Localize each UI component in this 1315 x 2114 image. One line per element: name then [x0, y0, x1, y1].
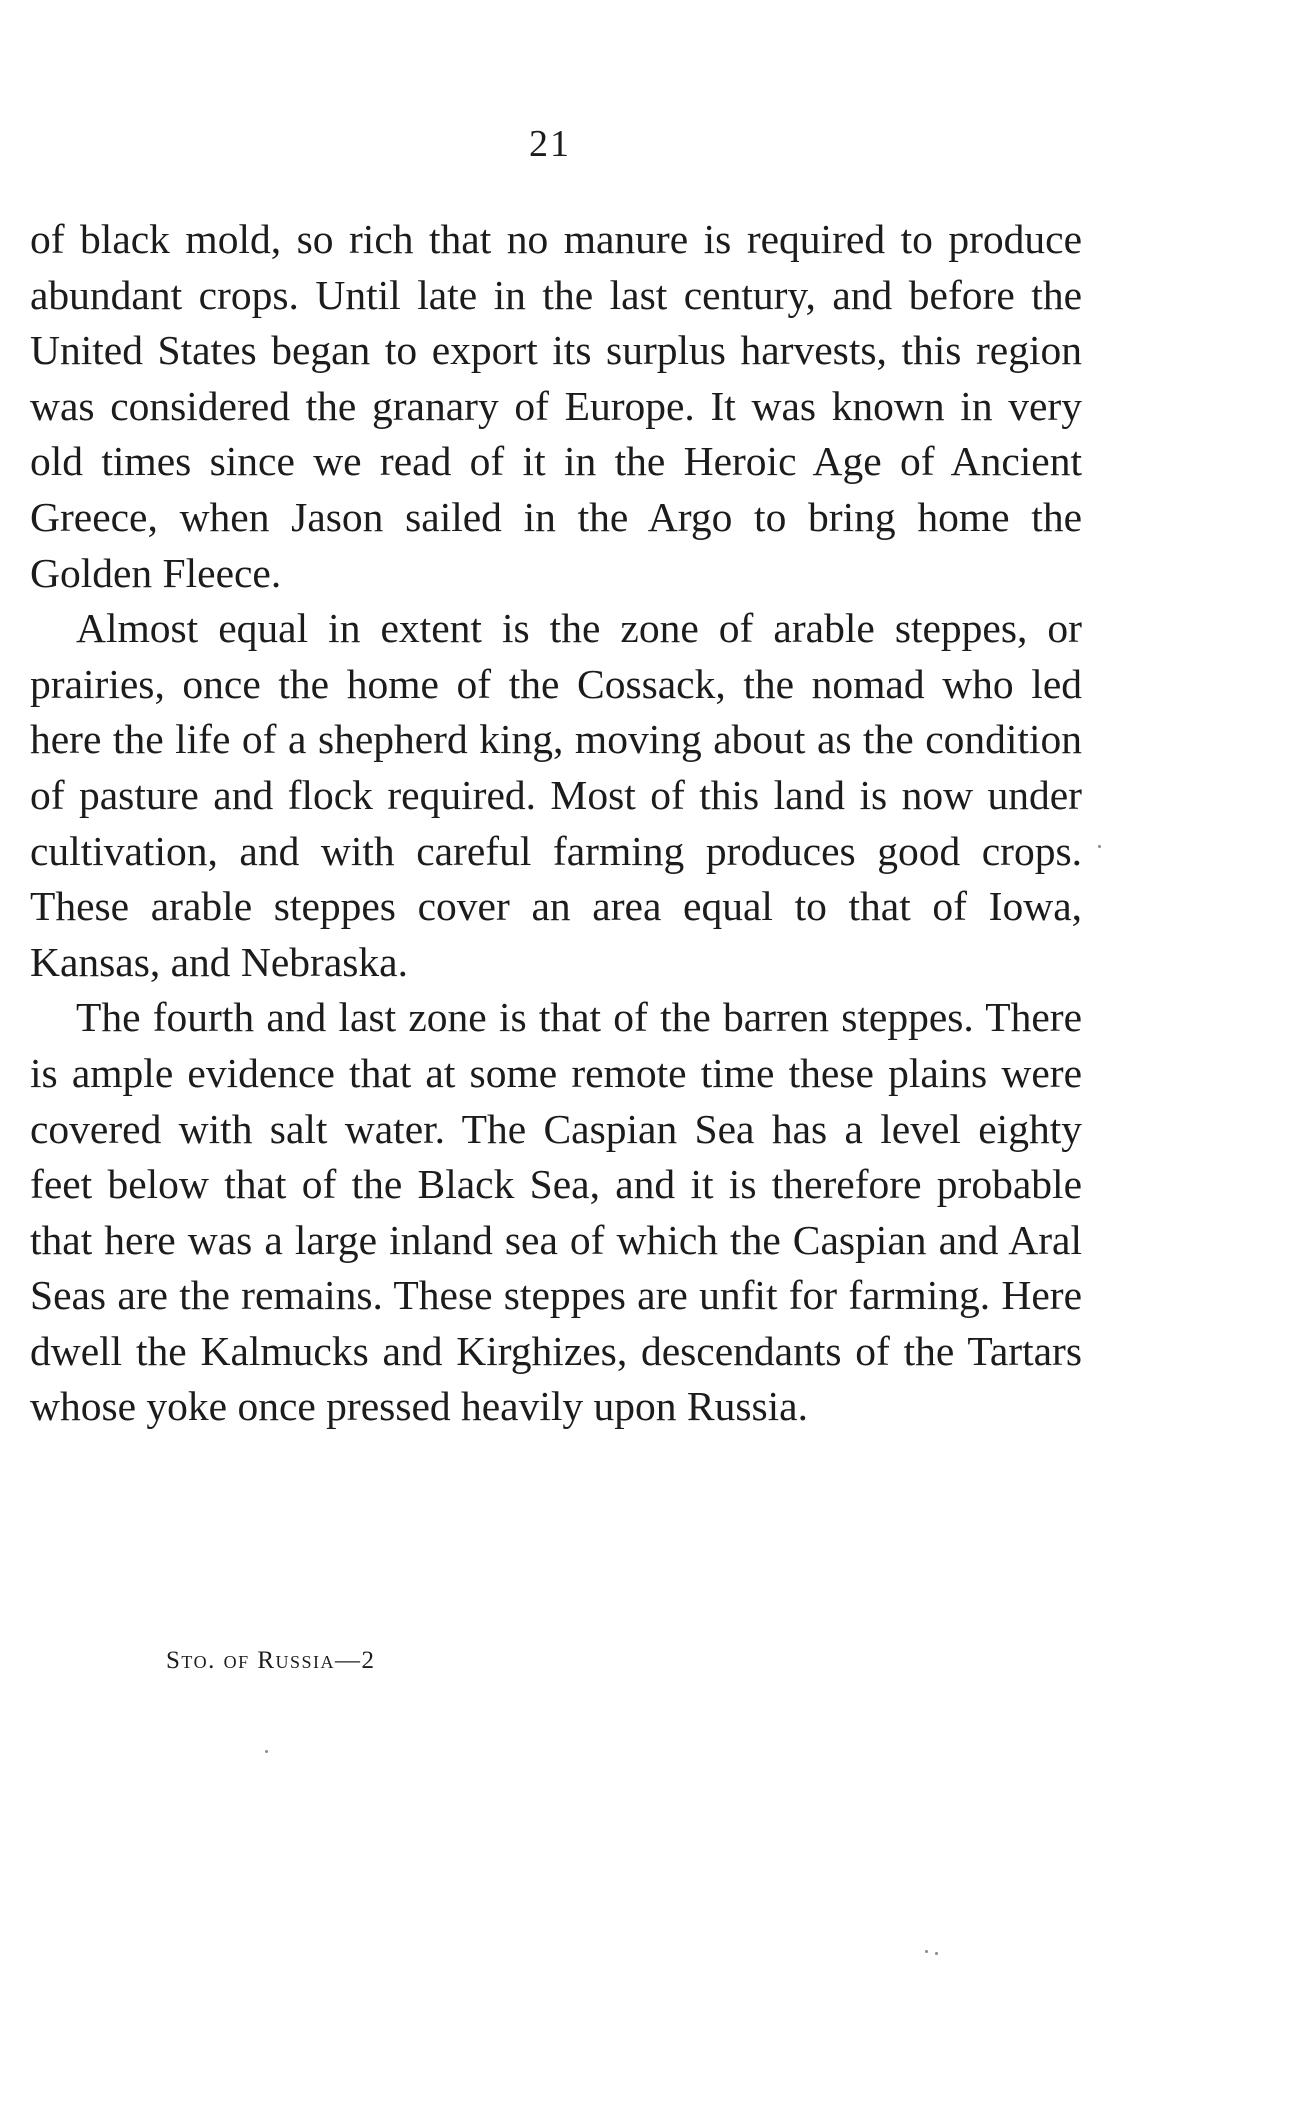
paper-speck: [935, 1952, 938, 1955]
paper-speck: [1098, 845, 1101, 848]
page-number: 21: [529, 123, 571, 165]
paragraph-1: of black mold, so rich that no manure is required to produce abundant crops. Until late in the last century, and before the United States began to export its surplus harvests, this region was considered the granary of Europe. It was known in very old times since we read of it in the Heroic Age of Ancient Greece, when Jason sailed in the Argo to bring home the Golden Fleece.: [30, 216, 1082, 596]
body-text: [30, 212, 1082, 1435]
paragraph-2: Almost equal in extent is the zone of arable steppes, or prairies, once the home of the Cossack, the nomad who led here the life of a shepherd king, moving about as the condition of pasture and flock required. Most of this land is now under cultivation, and with careful farming produces good crops. These arable steppes cover an area equal to that of Iowa, Kansas, and Nebraska.: [30, 605, 1082, 985]
paper-speck: [925, 1950, 928, 1953]
paper-speck: [265, 1750, 268, 1753]
signature-mark: Sto. of Russia—2: [166, 1647, 376, 1674]
paragraph-3: The fourth and last zone is that of the barren steppes. There is ample evidence that at some remote time these plains were covered with salt water. The Caspian Sea has a level eighty feet below that of the Black Sea, and it is therefore probable that here was a large inland sea of which the Caspian and Aral Seas are the remains. These steppes are unfit for farming. Here dwell the Kalmucks and Kirghizes, descendants of the Tartars whose yoke once pressed heavily upon Russia.: [30, 994, 1082, 1430]
